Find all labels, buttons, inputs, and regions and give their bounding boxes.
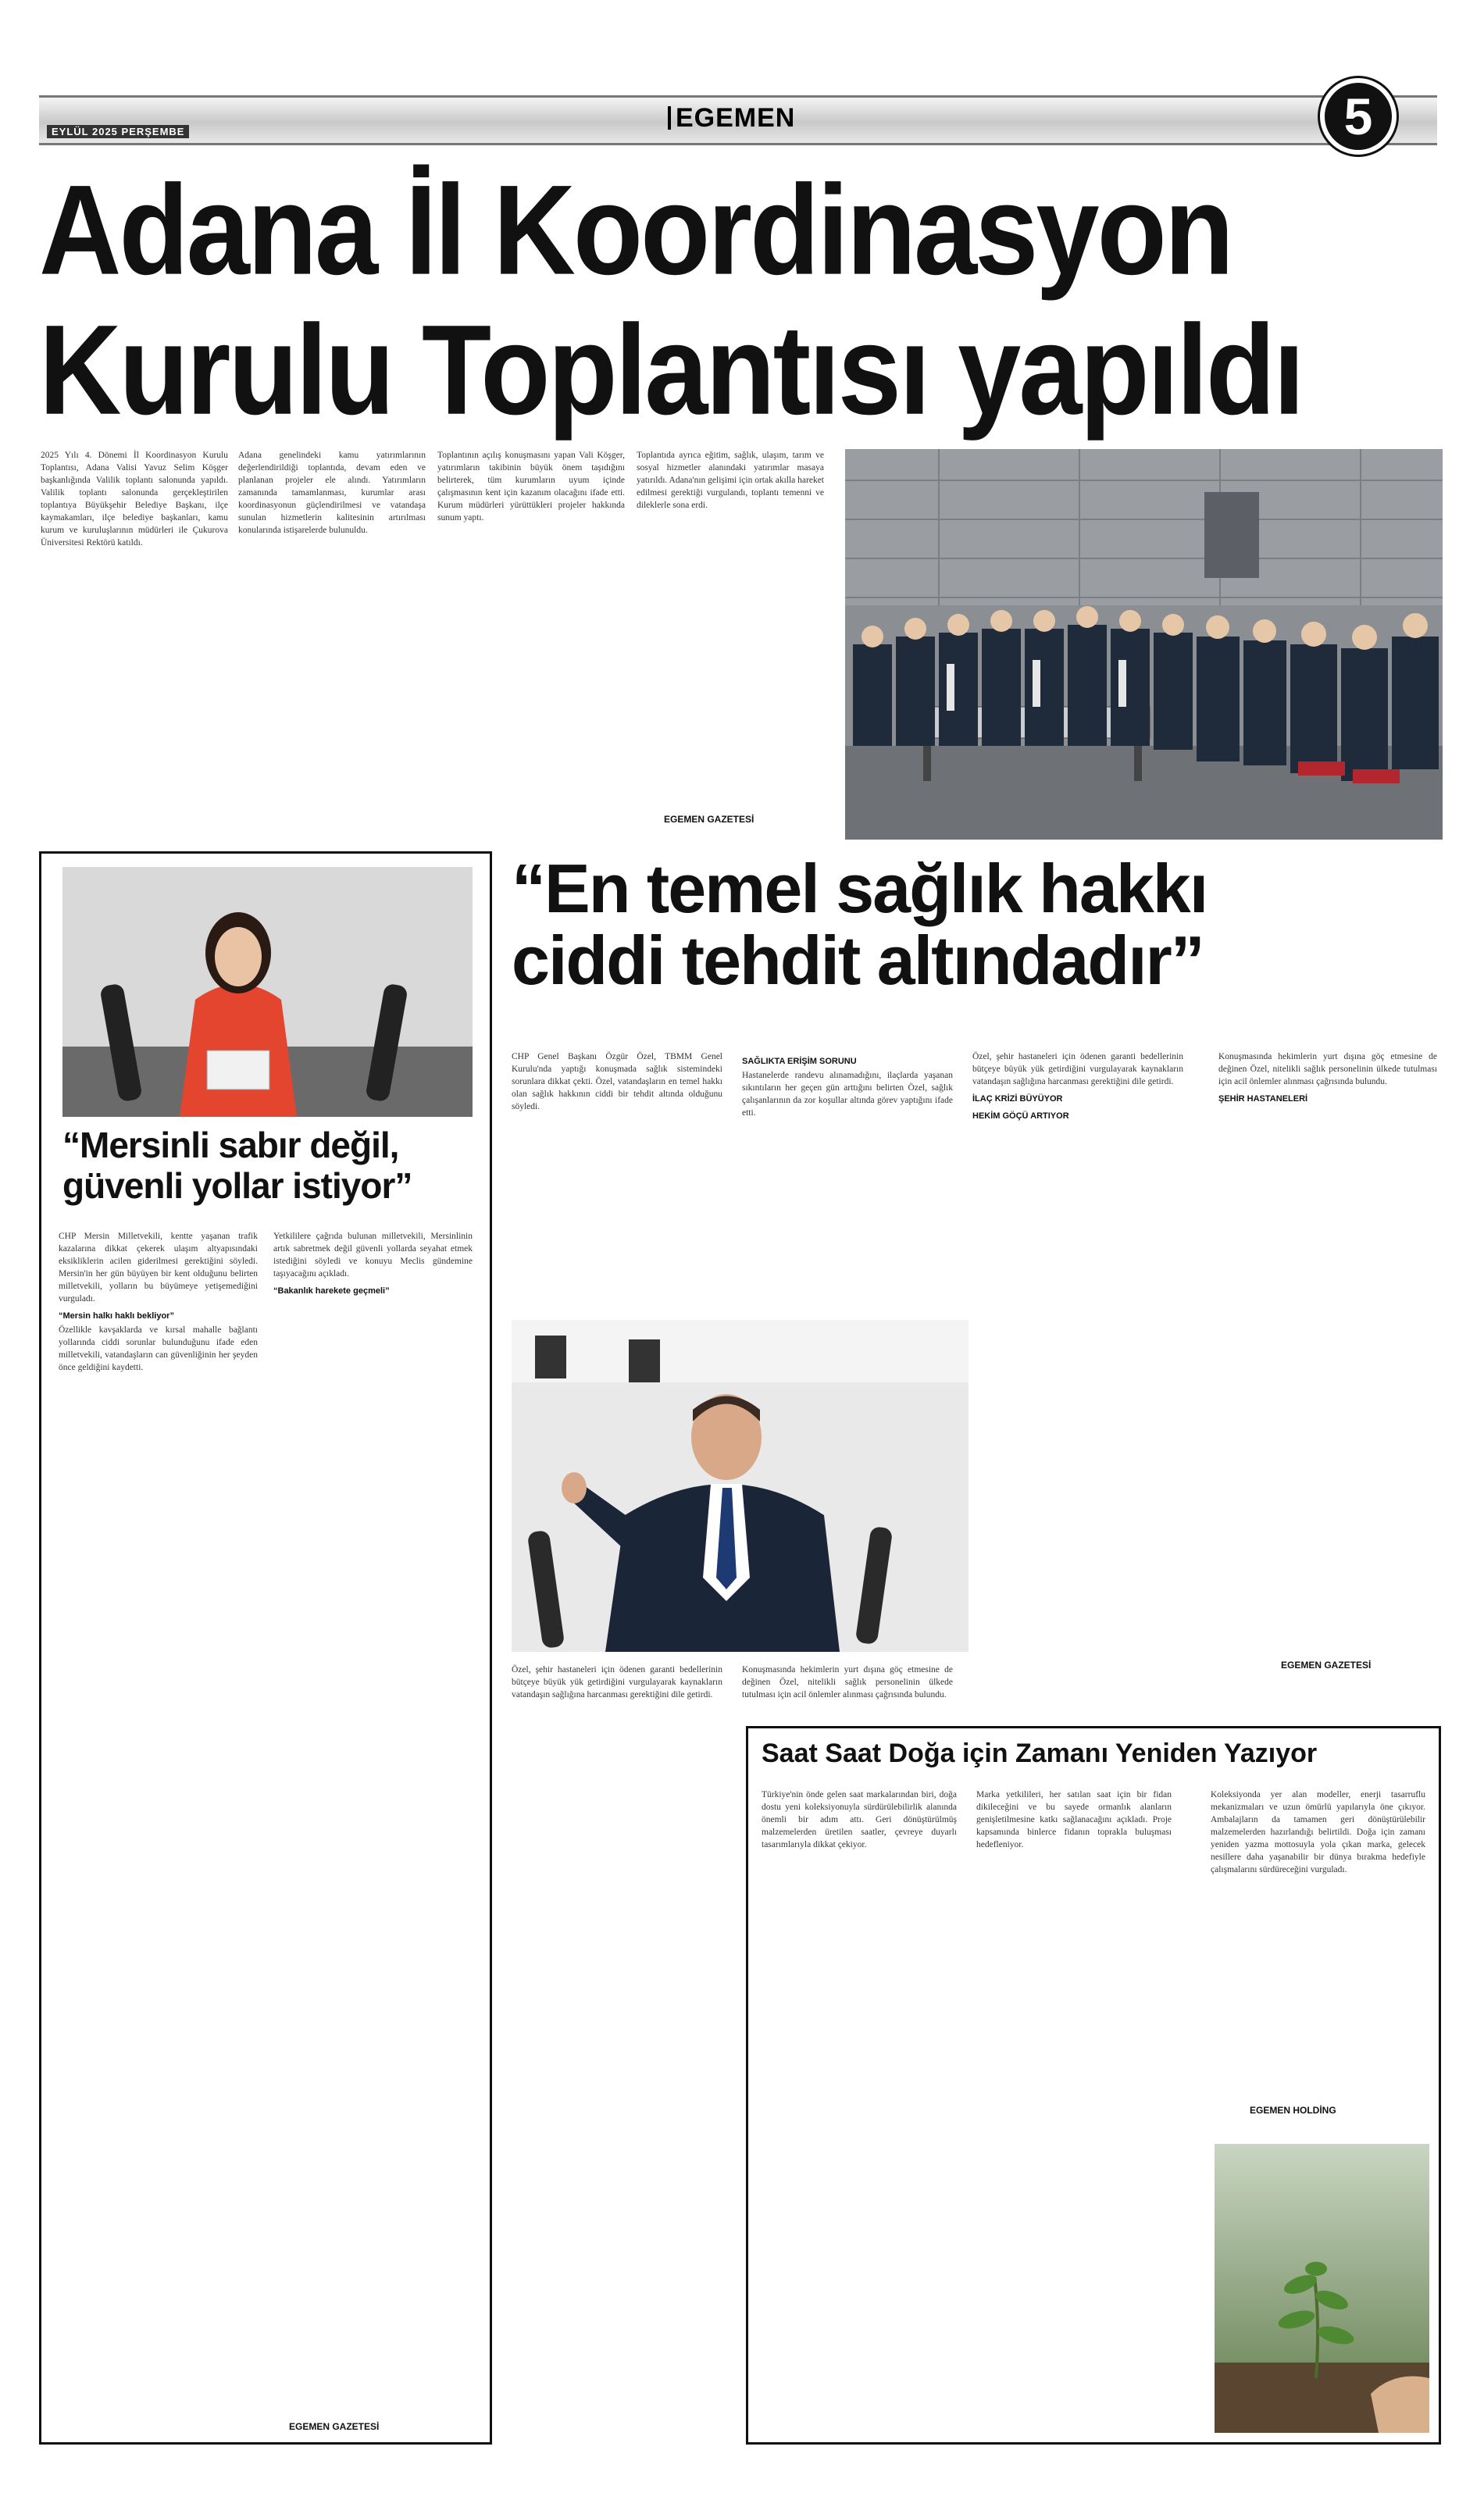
article4-col1: Türkiye'nin önde gelen saat markalarından biri, doğa dostu yeni koleksiyonuyla sürdürülebilirlik alanında önemli bir adım attı. Geri dönüştürülmüş malzemelerden üretilen saatler, çevreye duyarlı tasarımlarıyla dikkat çekiyor. xyxy=(762,1790,957,1849)
newspaper-brand xyxy=(668,103,795,134)
article3-para2: Özellikle kavşaklarda ve kırsal mahalle bağlantı yollarında ciddi sorunlar bulunduğunu ifade eden milletvekili, vatandaşların can güvenliğinin her şeyden önce geldiğini kaydetti. xyxy=(59,1325,258,1372)
page-number-badge: 5 xyxy=(1320,78,1397,155)
article3-headline xyxy=(62,1125,484,1206)
article2-para2: Hastanelerde randevu alınamadığını, ilaçlarda yaşanan sıkıntıların her geçen gün arttığını belirten Özel, sağlık çalışanlarının da zor koşullar altında görev yaptığını ifade etti. xyxy=(742,1071,953,1118)
parliament-speaker-photo xyxy=(512,1320,969,1652)
article4-signature: EGEMEN HOLDİNG xyxy=(1250,2105,1336,2116)
article4-para4: Doğa için zamanı yeniden yazma mottosuyla yola çıkan marka, gelecek nesillere daha yaşanabilir bir dünya bırakma hedefiyle çalışmalarını sürdüreceğini vurguladı. xyxy=(1211,1828,1425,1874)
article3-col2 xyxy=(273,1230,473,2417)
article2-headline-line2: ciddi tehdit altındadır” xyxy=(512,922,1204,999)
mersin-speaker-photo xyxy=(62,867,473,1117)
article1-headline-line1: Adana İl Koordinasyon xyxy=(39,158,1232,301)
article3-signature: EGEMEN GAZETESİ xyxy=(289,2421,380,2432)
article4-col3 xyxy=(1211,1789,1425,2117)
article2-para3: Özel, şehir hastaneleri için ödenen garanti bedellerinin bütçeye büyük yük getirdiğini vurgulayarak kaynakların vatandaşın sağlığına harcanması gerektiğini dile getirdi. xyxy=(972,1052,1183,1086)
article1-col2: Adana genelindeki kamu yatırımlarının değerlendirildiği toplantıda, devam eden ve planlanan projeler ele alındı. Yatırımların zamanında tamamlanması, kurumlar arası koordinasyonun güçlendirilmesi ve vatandaşa sunulan hizmetlerin kalitesinin artırılması konularında istişarelerde bulunuldu. xyxy=(238,451,426,535)
article2-para4: Konuşmasında hekimlerin yurt dışına göç etmesine de değinen Özel, nitelikli sağlık personelinin ülkede tutulması için acil önlemler alınması çağrısında bulundu. xyxy=(1218,1052,1437,1086)
article2-col6: Konuşmasında hekimlerin yurt dışına göç etmesine de değinen Özel, nitelikli sağlık personelinin ülkede tutulması için acil önlemler alınması çağrısında bulundu. xyxy=(742,1665,953,1699)
article1-col1: 2025 Yılı 4. Dönemi İl Koordinasyon Kurulu Toplantısı, Adana Valisi Yavuz Selim Köşger başkanlığında Valilik toplantı salonunda yapıldı. Valilik toplantı salonunda gerçekleştirilen toplantıya Büyükşehir Belediye Başkanı, ilçe kaymakamları, ilçe belediye başkanları, kamu kurum ve kuruluşlarının müdürleri ile Çukurova Üniversitesi Rektörü katıldı. xyxy=(41,451,228,547)
article1-col3: Toplantının açılış konuşmasını yapan Vali Köşger, yatırımların takibinin büyük önem taşıdığını belirterek, tüm kurumların uyum içinde çalışmasının kent için kazanım olacağını ifade etti. Kurum müdürleri yürüttükleri projeler hakkında sunum yaptı. xyxy=(437,451,625,522)
sapling-photo xyxy=(1215,2144,1429,2433)
article3-col1 xyxy=(59,1230,258,2417)
article4-headline: Saat Saat Doğa için Zamanı Yeniden Yazıyor xyxy=(762,1739,1318,1768)
article2-col5: Özel, şehir hastaneleri için ödenen garanti bedellerinin bütçeye büyük yük getirdiğini vurgulayarak kaynakların vatandaşın sağlığına harcanması gerektiğini dile getirdi. xyxy=(512,1665,722,1699)
article3-para1: CHP Mersin Milletvekili, kentte yaşanan trafik kazalarına dikkat çekerek ulaşım altyapısındaki eksikliklerin acilen giderilmesi gerektiğini söyledi. Mersin'in her gün büyüyen bir kent olduğunu belirten milletvekili, yolların bu büyümeye yetişemediğini vurguladı. xyxy=(59,1232,258,1303)
article2-col1: CHP Genel Başkanı Özgür Özel, TBMM Genel Kurulu'nda yaptığı konuşmada sağlık sistemindeki sorunlara dikkat çekti. Özel, vatandaşların en temel hakkı olan sağlık hakkının ciddi bir tehdit altında olduğunu söyledi. xyxy=(512,1052,722,1111)
article2-subhead1: SAĞLIKTA ERİŞİM SORUNU xyxy=(742,1057,857,1066)
meeting-photo xyxy=(845,449,1443,840)
article3-headline-line1: “Mersinli sabır değil, xyxy=(62,1125,399,1165)
article2-signature: EGEMEN GAZETESİ xyxy=(1281,1660,1372,1671)
article3-para3: Yetkililere çağrıda bulunan milletvekili, Mersinlinin artık sabretmek değil güvenli yollarda seyahat etmek istediğini söyledi ve konuyu Meclis gündemine taşıyacağını açıkladı. xyxy=(273,1232,473,1279)
article2-headline-line1: “En temel sağlık hakkı xyxy=(512,850,1208,927)
article2-headline xyxy=(512,850,1449,999)
article2-subhead2: İLAÇ KRİZİ BÜYÜYOR xyxy=(972,1094,1063,1104)
article2-col3 xyxy=(972,1050,1183,1667)
article4-para3: Koleksiyonda yer alan modeller, enerji tasarruflu mekanizmaları ve uzun ömürlü yapılarıyla öne çıkıyor. Ambalajların da tamamen geri dönüştürülebilir malzemelerden hazırlandığı belirtildi. xyxy=(1211,1790,1425,1837)
article2-col2 xyxy=(742,1050,953,1308)
article1-headline xyxy=(39,160,1445,440)
article1-headline-line2: Kurulu Toplantısı yapıldı xyxy=(39,298,1303,441)
article1-col4: Toplantıda ayrıca eğitim, sağlık, ulaşım, tarım ve sosyal hizmetler alanındaki yatırımlar masaya yatırıldı. Adana'nın gelişimi için ortak akılla hareket edilmesi gerektiği vurgulandı, toplantı temenni ve dileklerle sona erdi. xyxy=(637,451,824,510)
article2-subhead4: ŞEHİR HASTANELERİ xyxy=(1218,1094,1308,1104)
article3-subhead2: “Bakanlık harekete geçmeli” xyxy=(273,1286,390,1296)
article3-headline-line2: güvenli yollar istiyor” xyxy=(62,1165,412,1206)
article2-subhead3: HEKİM GÖÇÜ ARTIYOR xyxy=(972,1111,1069,1121)
article3-subhead1: “Mersin halkı haklı bekliyor” xyxy=(59,1311,174,1321)
brand-text: EGEMEN xyxy=(676,103,796,133)
issue-date: EYLÜL 2025 PERŞEMBE xyxy=(47,125,189,138)
article2-col4 xyxy=(1218,1050,1437,1667)
article4-col2: Marka yetkilileri, her satılan saat için bir fidan dikileceğini ve bu sayede ormanlık alanların genişletilmesine katkı sağlanacağını açıkladı. Proje kapsamında binlerce fidanın toprakla buluşması hedefleniyor. xyxy=(976,1790,1172,1849)
article1-signature: EGEMEN GAZETESİ xyxy=(664,814,754,825)
